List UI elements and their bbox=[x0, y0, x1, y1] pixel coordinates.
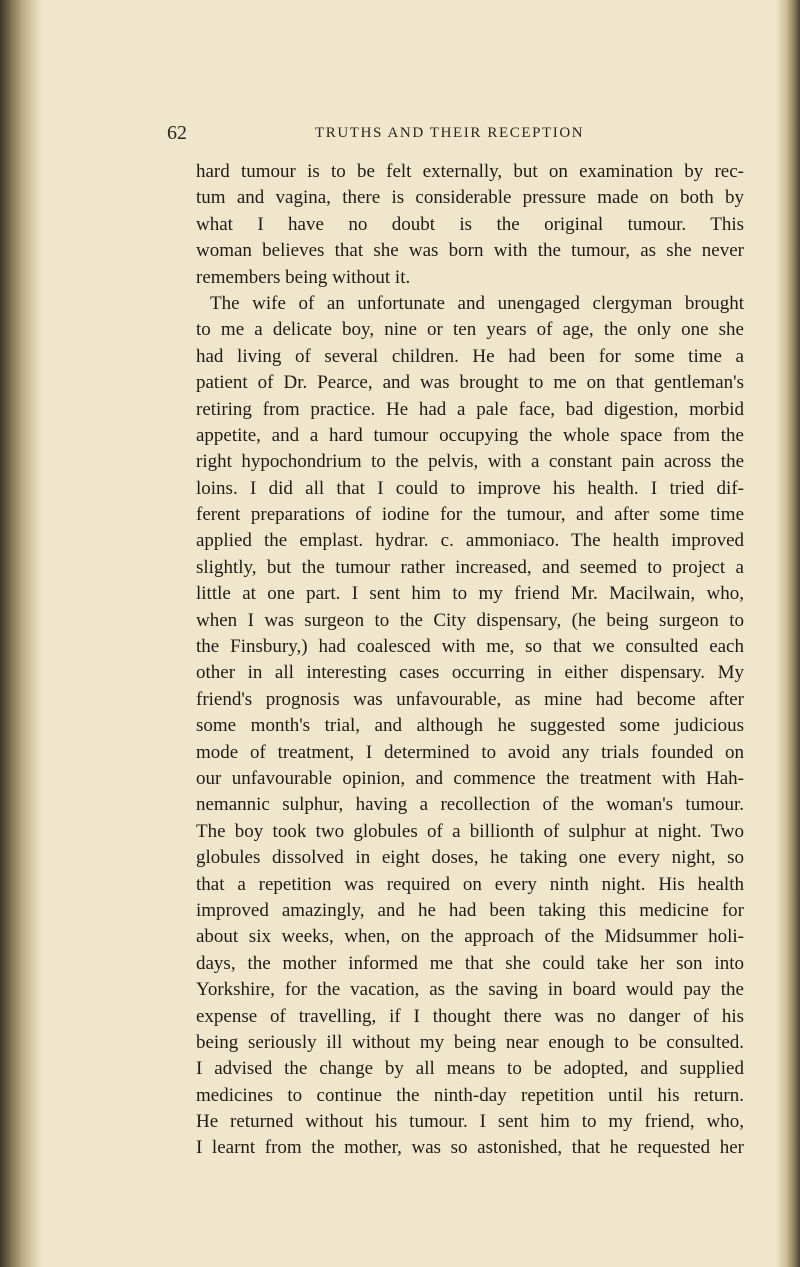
text-line: expense of travelling, if I thought there was no danger of his bbox=[196, 1005, 744, 1027]
text-line: hard tumour is to be felt externally, but on examination by rec- bbox=[196, 161, 744, 182]
text-line: I learnt from the mother, was so astonished, that he requested her bbox=[196, 1137, 744, 1159]
text-line: Yorkshire, for the vacation, as the saving in board would pay the bbox=[196, 979, 744, 1001]
text-line: being seriously ill without my being near enough to be consulted. bbox=[196, 1031, 744, 1053]
text-line: had living of several children. He had been for some time a bbox=[196, 345, 744, 367]
text-line: that a repetition was required on every ninth night. His health bbox=[196, 873, 744, 895]
text-line: about six weeks, when, on the approach of the Midsummer holi- bbox=[196, 926, 744, 948]
page-number: 62 bbox=[167, 122, 187, 144]
text-line: right hypochondrium to the pelvis, with a constant pain across the bbox=[196, 451, 744, 473]
text-line: our unfavourable opinion, and commence the treatment with Hah- bbox=[196, 767, 744, 789]
text-line: what I have no doubt is the original tumour. This bbox=[196, 213, 744, 235]
text-line: nemannic sulphur, having a recollection of the woman's tumour. bbox=[196, 794, 744, 816]
text-line: medicines to continue the ninth-day repetition until his return. bbox=[196, 1084, 744, 1106]
text-line: woman believes that she was born with the tumour, as she never bbox=[196, 240, 744, 262]
text-line: to me a delicate boy, nine or ten years of age, the only one she bbox=[196, 319, 744, 341]
text-line: when I was surgeon to the City dispensary, (he being surgeon to bbox=[196, 609, 744, 631]
text-line: some month's trial, and although he suggested some judicious bbox=[196, 715, 744, 737]
text-line: ferent preparations of iodine for the tumour, and after some time bbox=[196, 504, 744, 526]
text-line: remembers being without it. bbox=[196, 266, 411, 288]
text-line: The boy took two globules of a billionth of sulphur at night. Two bbox=[196, 820, 744, 842]
text-line: mode of treatment, I determined to avoid any trials founded on bbox=[196, 741, 744, 763]
body-text bbox=[196, 159, 744, 1162]
text-line: improved amazingly, and he had been taking this medicine for bbox=[196, 899, 744, 921]
text-line: slightly, but the tumour rather increased, and seemed to project a bbox=[196, 556, 744, 578]
text-line: the Finsbury,) had coalesced with me, so that we consulted each bbox=[196, 636, 744, 658]
text-line: little at one part. I sent him to my friend Mr. Macilwain, who, bbox=[196, 583, 744, 605]
text-line: I advised the change by all means to be adopted, and supplied bbox=[196, 1058, 744, 1080]
text-line: The wife of an unfortunate and unengaged clergyman brought bbox=[210, 292, 744, 314]
text-line: retiring from practice. He had a pale face, bad digestion, morbid bbox=[196, 398, 744, 420]
text-line: friend's prognosis was unfavourable, as mine had become after bbox=[196, 688, 744, 710]
text-line: applied the emplast. hydrar. c. ammoniaco. The health improved bbox=[196, 530, 744, 552]
text-line: patient of Dr. Pearce, and was brought to me on that gentleman's bbox=[196, 372, 744, 394]
text-line: tum and vagina, there is considerable pressure made on both by bbox=[196, 187, 744, 209]
text-line: loins. I did all that I could to improve his health. I tried dif- bbox=[196, 477, 744, 499]
running-head bbox=[167, 122, 727, 146]
text-line: He returned without his tumour. I sent him to my friend, who, bbox=[196, 1111, 744, 1133]
text-line: appetite, and a hard tumour occupying the whole space from the bbox=[196, 424, 744, 446]
text-line: globules dissolved in eight doses, he taking one every night, so bbox=[196, 847, 744, 869]
text-line: other in all interesting cases occurring in either dispensary. My bbox=[196, 662, 744, 684]
text-line: days, the mother informed me that she could take her son into bbox=[196, 952, 744, 974]
running-head-title: TRUTHS AND THEIR RECEPTION bbox=[315, 125, 585, 141]
